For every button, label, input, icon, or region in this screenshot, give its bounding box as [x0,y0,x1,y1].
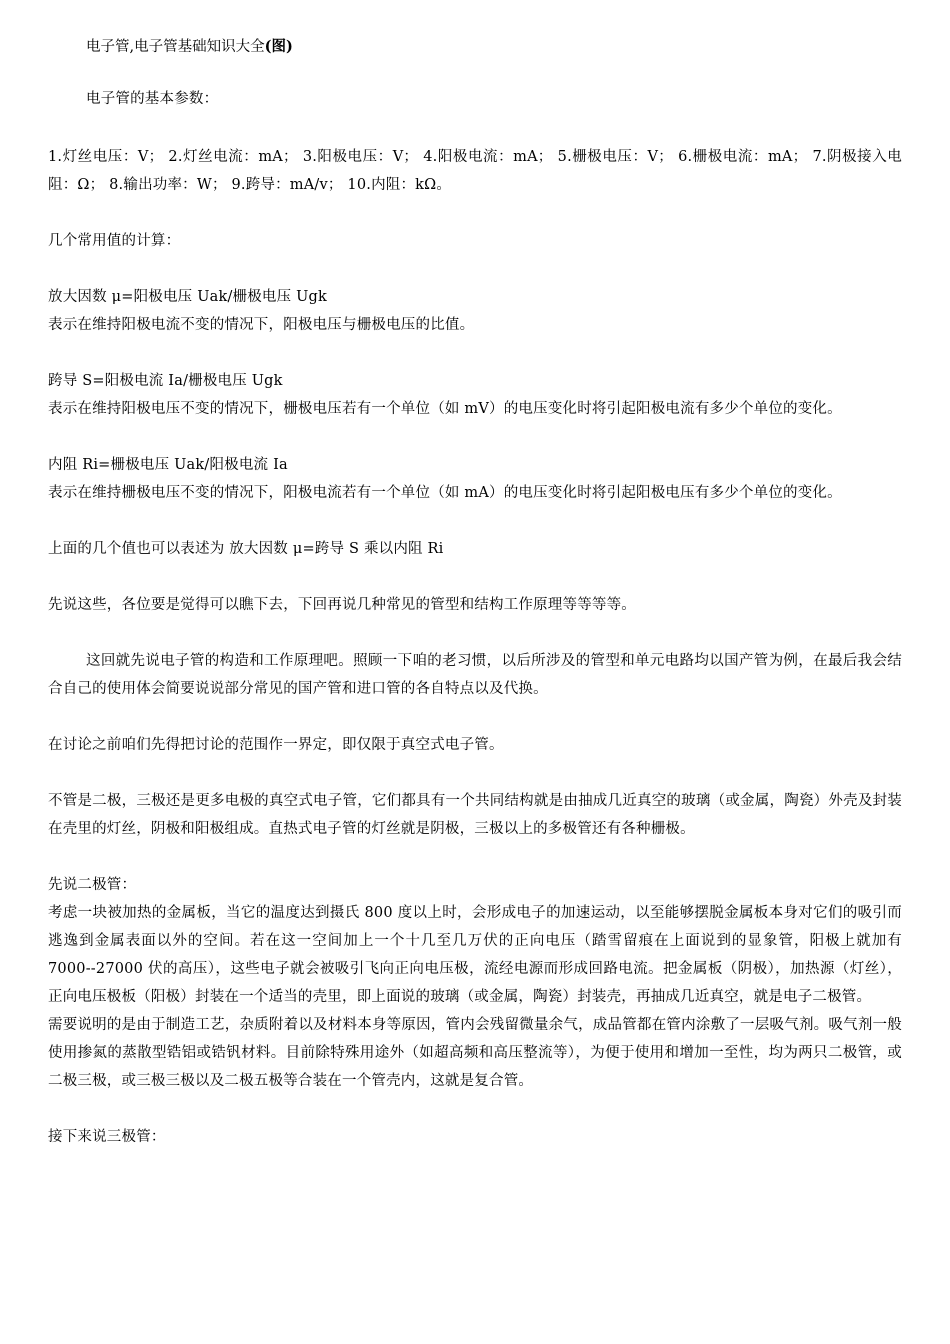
ri-description: 表示在维持栅极电压不变的情况下，阳极电流若有一个单位（如 mA）的电压变化时将引起阳极电压有多少个单位的变化。 [48,485,842,501]
diode-paragraph-1: 考虑一块被加热的金属板，当它的温度达到摄氏 800 度以上时，会形成电子的加速运动，以至能够摆脱金属板本身对它们的吸引而逃逸到金属表面以外的空间。若在这一空间加上一个十几至几万伏的正向电压（踏雪留痕在上面说到的显象管，阳极上就加有 7000--27000 伏的高压），这些电子就会被吸引飞向正向电压极，流经电源而形成回路电流。把金属板（阴极），加热源（灯丝），正向电压极板（阳极）封装在一个适当的壳里，即上面说的玻璃（或金属，陶瓷）封装壳，再抽成几近真空，就是电子二极管。 [48,905,902,1005]
document-title [86,37,902,57]
s-formula: 跨导 S=阳极电流 Ia/栅极电压 Ugk [48,373,283,389]
mu-description: 表示在维持阳极电流不变的情况下，阳极电压与栅极电压的比值。 [48,317,475,333]
title-suffix: (图) [264,38,293,55]
calc-heading: 几个常用值的计算： [48,233,181,249]
triode-heading: 接下来说三极管： [48,1129,166,1145]
title-text: 电子管,电子管基础知识大全 [86,39,265,55]
diode-paragraph-2: 需要说明的是由于制造工艺，杂质附着以及材料本身等原因，管内会残留微量余气，成品管都在管内涂敷了一层吸气剂。吸气剂一般使用掺氮的蒸散型锆铝或锆钒材料。目前除特殊用途外（如超高频和高压整流等），为便于使用和增加一至性，均为两只二极管，或二极三极，或三极三极以及二极五极等合装在一个管壳内，这就是复合管。 [48,1017,902,1089]
s-description: 表示在维持阳极电压不变的情况下，栅极电压若有一个单位（如 mV）的电压变化时将引起阳极电流有多少个单位的变化。 [48,401,842,417]
diode-heading: 先说二极管： [48,877,137,893]
common-structure-paragraph: 不管是二极，三极还是更多电极的真空式电子管，它们都具有一个共同结构就是由抽成几近真空的玻璃（或金属，陶瓷）外壳及封装在壳里的灯丝，阴极和阳极组成。直热式电子管的灯丝就是阴极，三极以上的多极管还有各种栅极。 [48,793,902,837]
scope-paragraph: 在讨论之前咱们先得把讨论的范围作一界定，即仅限于真空式电子管。 [48,737,504,753]
params-heading: 电子管的基本参数： [86,91,219,107]
mu-formula: 放大因数 μ=阳极电压 Uak/栅极电压 Ugk [48,289,328,305]
structure-intro-paragraph: 这回就先说电子管的构造和工作原理吧。照顾一下咱的老习惯，以后所涉及的管型和单元电路均以国产管为例，在最后我会结合自己的使用体会简要说说部分常见的国产管和进口管的各自特点以及代换。 [48,653,902,697]
closing-paragraph: 先说这些，各位要是觉得可以瞧下去，下回再说几种常见的管型和结构工作原理等等等等。 [48,597,636,613]
relation-paragraph: 上面的几个值也可以表述为 放大因数 μ=跨导 S 乘以内阻 Ri [48,541,444,557]
ri-formula: 内阻 Ri=栅极电压 Uak/阳极电流 Ia [48,457,288,473]
params-list: 1.灯丝电压：V； 2.灯丝电流：mA； 3.阳极电压：V； 4.阳极电流：mA； 5.栅极电压：V； 6.栅极电流：mA； 7.阴极接入电阻：Ω； 8.输出功率：W； 9.跨导：mA/v； 10.内阻：kΩ。 [48,149,902,193]
